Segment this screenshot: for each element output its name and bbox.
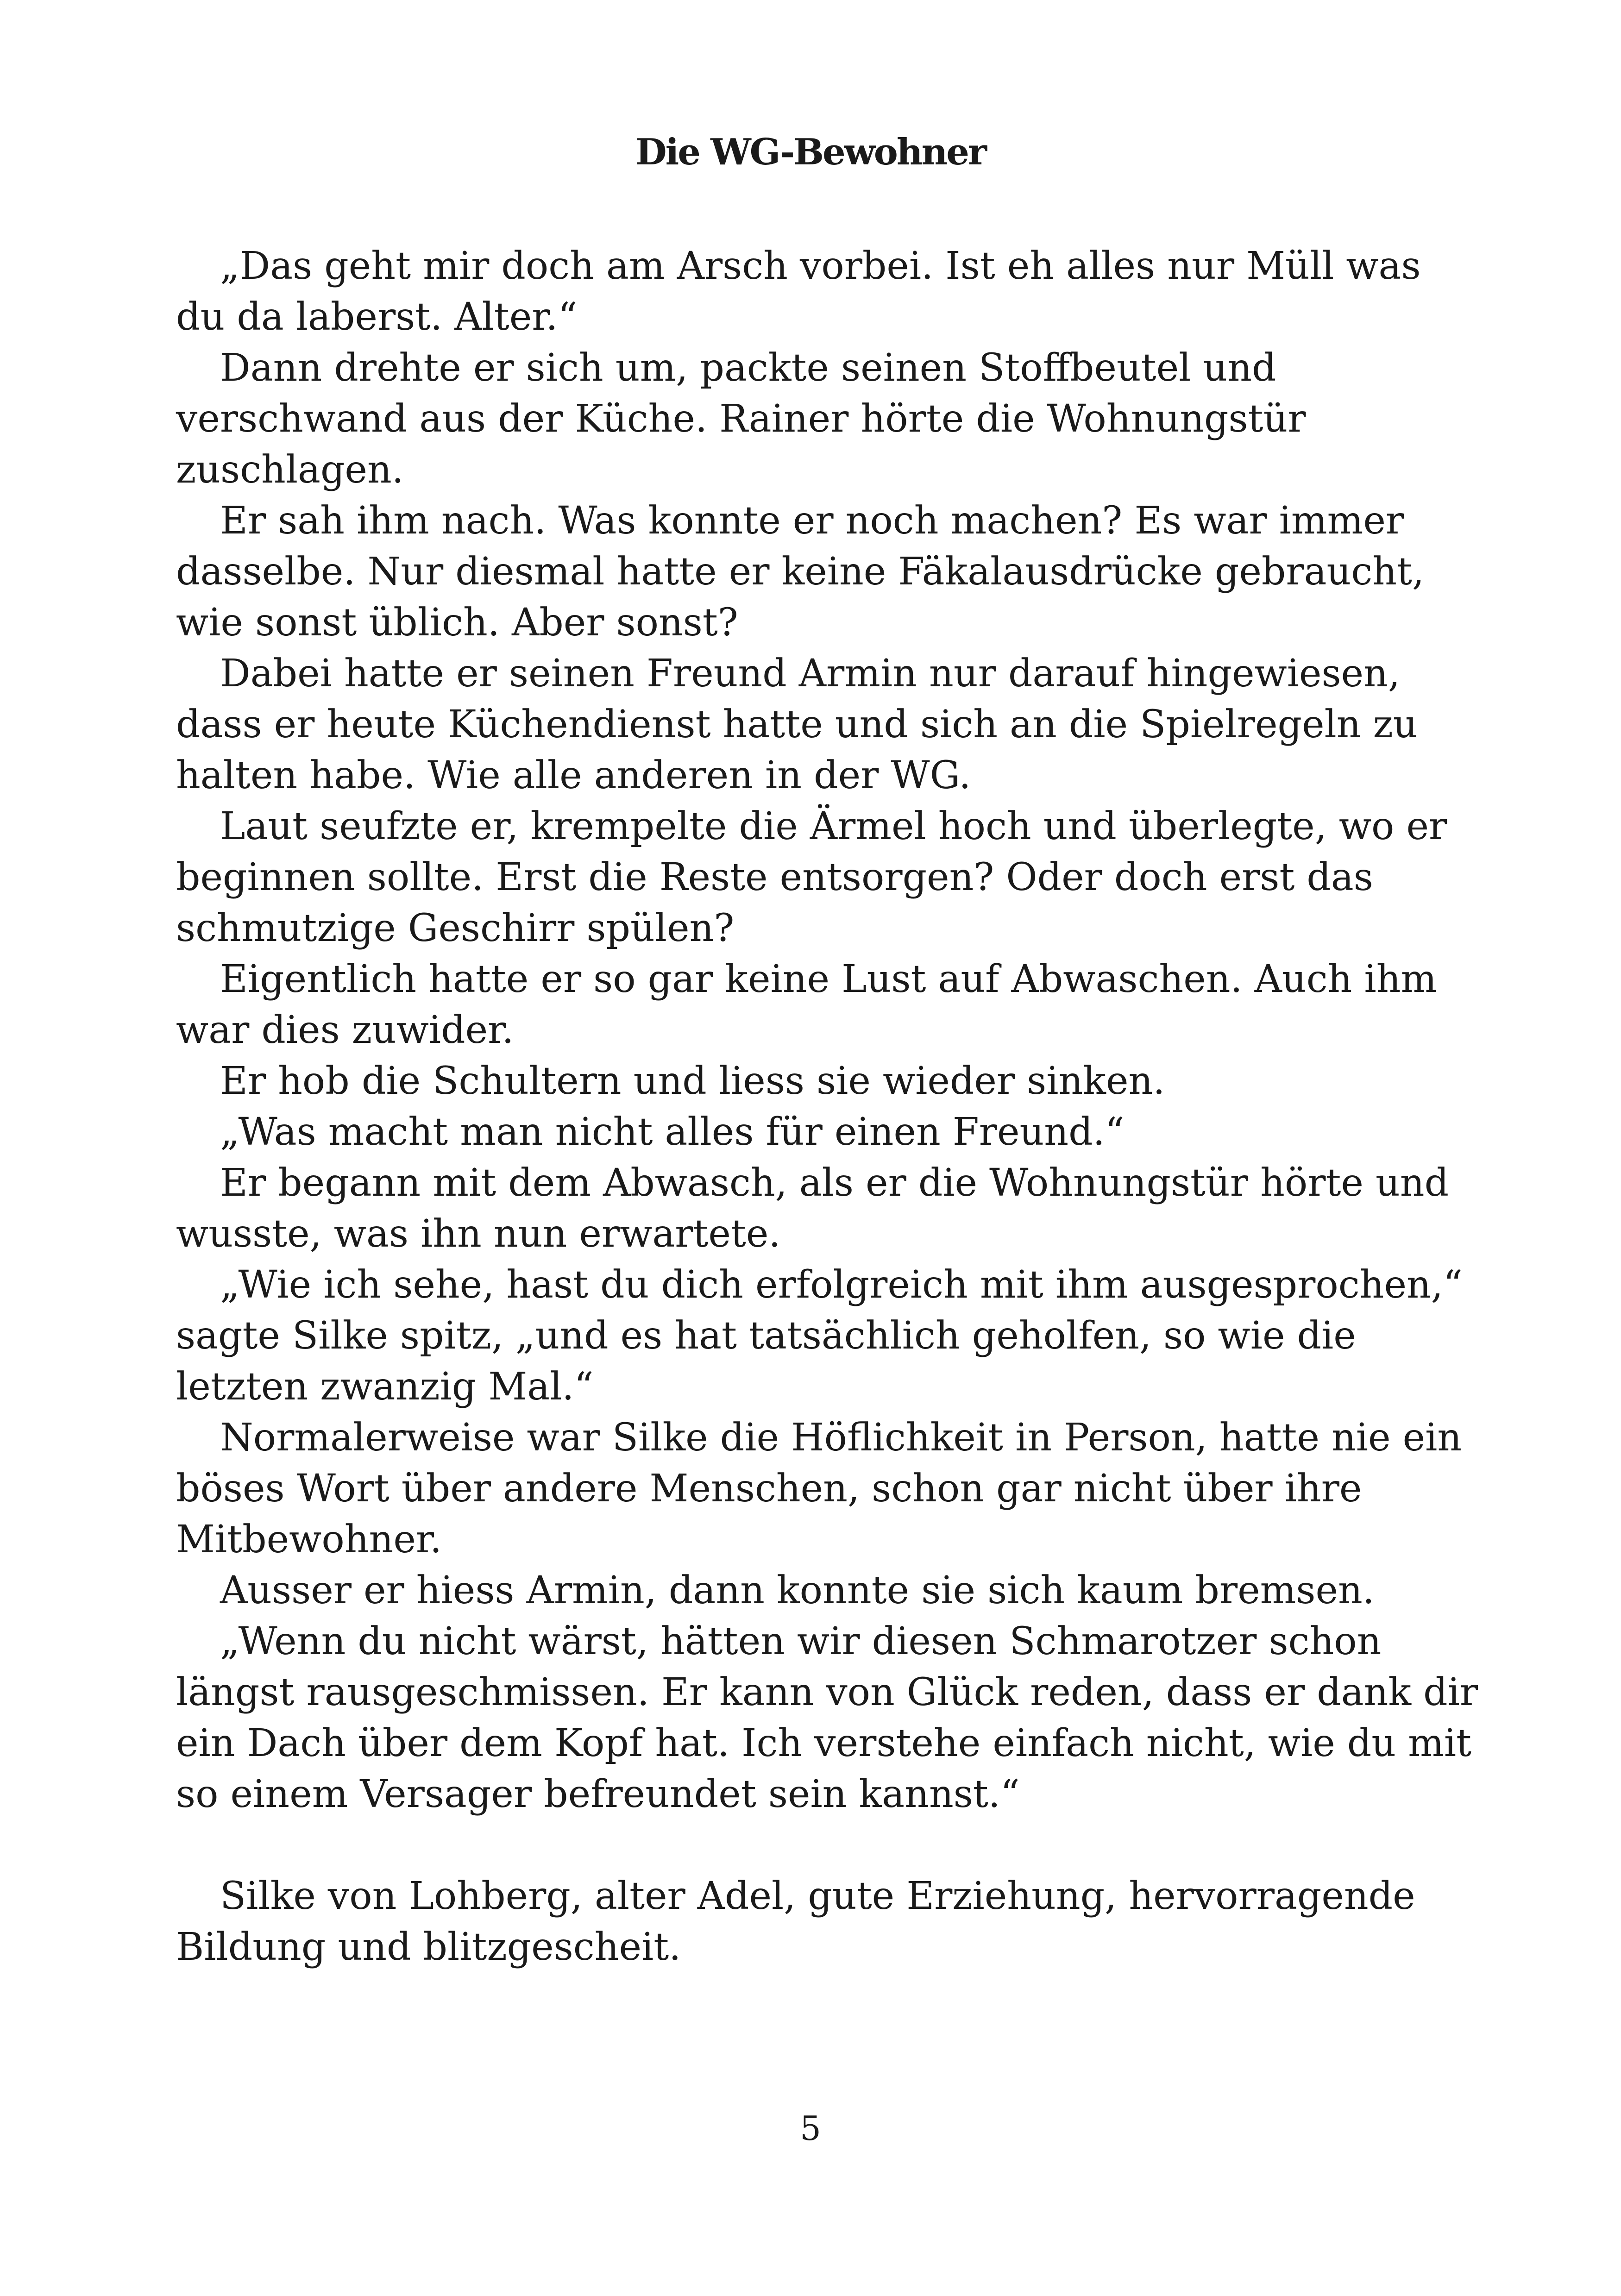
paragraph-4 — [176, 648, 1473, 801]
text-line: Laut seufzte er, krempelte die Ärmel hoch und überlegte, wo er — [220, 804, 1447, 848]
text-line: Eigentlich hatte er so gar keine Lust auf Abwaschen. Auch ihm — [220, 957, 1437, 1001]
paragraph-14 — [176, 1871, 1473, 1973]
text-line: zuschlagen. — [176, 448, 404, 492]
text-line: war dies zuwider. — [176, 1008, 514, 1052]
paragraph-5 — [176, 801, 1473, 954]
text-line: Dabei hatte er seinen Freund Armin nur darauf hingewiesen, — [220, 652, 1400, 696]
paragraph-2 — [176, 343, 1473, 496]
paragraph-13 — [176, 1616, 1478, 1820]
text-line: Silke von Lohberg, alter Adel, gute Erziehung, hervorragende — [220, 1874, 1415, 1918]
text-line: Er hob die Schultern und liess sie wieder sinken. — [220, 1059, 1165, 1103]
paragraph-8 — [176, 1107, 1473, 1158]
chapter-title: Die WG-Bewohner — [635, 131, 986, 173]
text-line: beginnen sollte. Erst die Reste entsorgen? Oder doch erst das — [176, 855, 1373, 899]
text-line: Mitbewohner. — [176, 1518, 442, 1562]
text-line: Ausser er hiess Armin, dann konnte sie sich kaum bremsen. — [220, 1568, 1375, 1612]
text-line: böses Wort über andere Menschen, schon gar nicht über ihre — [176, 1467, 1362, 1511]
text-line: Bildung und blitzgescheit. — [176, 1925, 681, 1969]
section-break — [176, 1820, 1473, 1871]
text-line: schmutzige Geschirr spülen? — [176, 906, 735, 950]
text-line: Dann drehte er sich um, packte seinen Stoffbeutel und — [220, 346, 1276, 390]
text-line: sagte Silke spitz, „und es hat tatsächlich geholfen, so wie die — [176, 1314, 1356, 1358]
text-line: du da laberst. Alter.“ — [176, 295, 578, 339]
text-line: Normalerweise war Silke die Höflichkeit in Person, hatte nie ein — [220, 1416, 1462, 1460]
text-line: längst rausgeschmissen. Er kann von Glück reden, dass er dank dir — [176, 1670, 1478, 1714]
text-line: Er begann mit dem Abwasch, als er die Wohnungstür hörte und — [220, 1161, 1449, 1205]
page-number: 5 — [800, 2109, 821, 2148]
text-line: wusste, was ihn nun erwartete. — [176, 1212, 781, 1256]
text-line: dasselbe. Nur diesmal hatte er keine Fäkalausdrücke gebraucht, — [176, 550, 1425, 594]
paragraph-6 — [176, 954, 1473, 1056]
paragraph-3 — [176, 496, 1473, 648]
paragraph-7 — [176, 1056, 1473, 1107]
paragraph-12 — [176, 1565, 1473, 1616]
text-line: „Das geht mir doch am Arsch vorbei. Ist eh alles nur Müll was — [220, 244, 1421, 288]
text-line: letzten zwanzig Mal.“ — [176, 1365, 594, 1409]
text-line: wie sonst üblich. Aber sonst? — [176, 601, 738, 645]
text-line: „Wenn du nicht wärst, hätten wir diesen Schmarotzer schon — [220, 1619, 1382, 1663]
text-line: „Wie ich sehe, hast du dich erfolgreich mit ihm ausgesprochen,“ — [220, 1263, 1463, 1307]
paragraph-9 — [176, 1158, 1473, 1260]
text-line: Er sah ihm nach. Was konnte er noch machen? Es war immer — [220, 499, 1404, 543]
text-line: so einem Versager befreundet sein kannst.“ — [176, 1772, 1020, 1816]
text-line: ein Dach über dem Kopf hat. Ich verstehe einfach nicht, wie du mit — [176, 1721, 1472, 1765]
paragraph-10 — [176, 1260, 1473, 1412]
body-text — [176, 241, 1478, 1973]
paragraph-1 — [176, 241, 1473, 343]
text-line: „Was macht man nicht alles für einen Freund.“ — [220, 1110, 1125, 1154]
paragraph-11 — [176, 1412, 1473, 1565]
text-line: dass er heute Küchendienst hatte und sich an die Spielregeln zu — [176, 703, 1418, 747]
text-line: halten habe. Wie alle anderen in der WG. — [176, 753, 971, 797]
text-line: verschwand aus der Küche. Rainer hörte die Wohnungstür — [176, 397, 1306, 441]
